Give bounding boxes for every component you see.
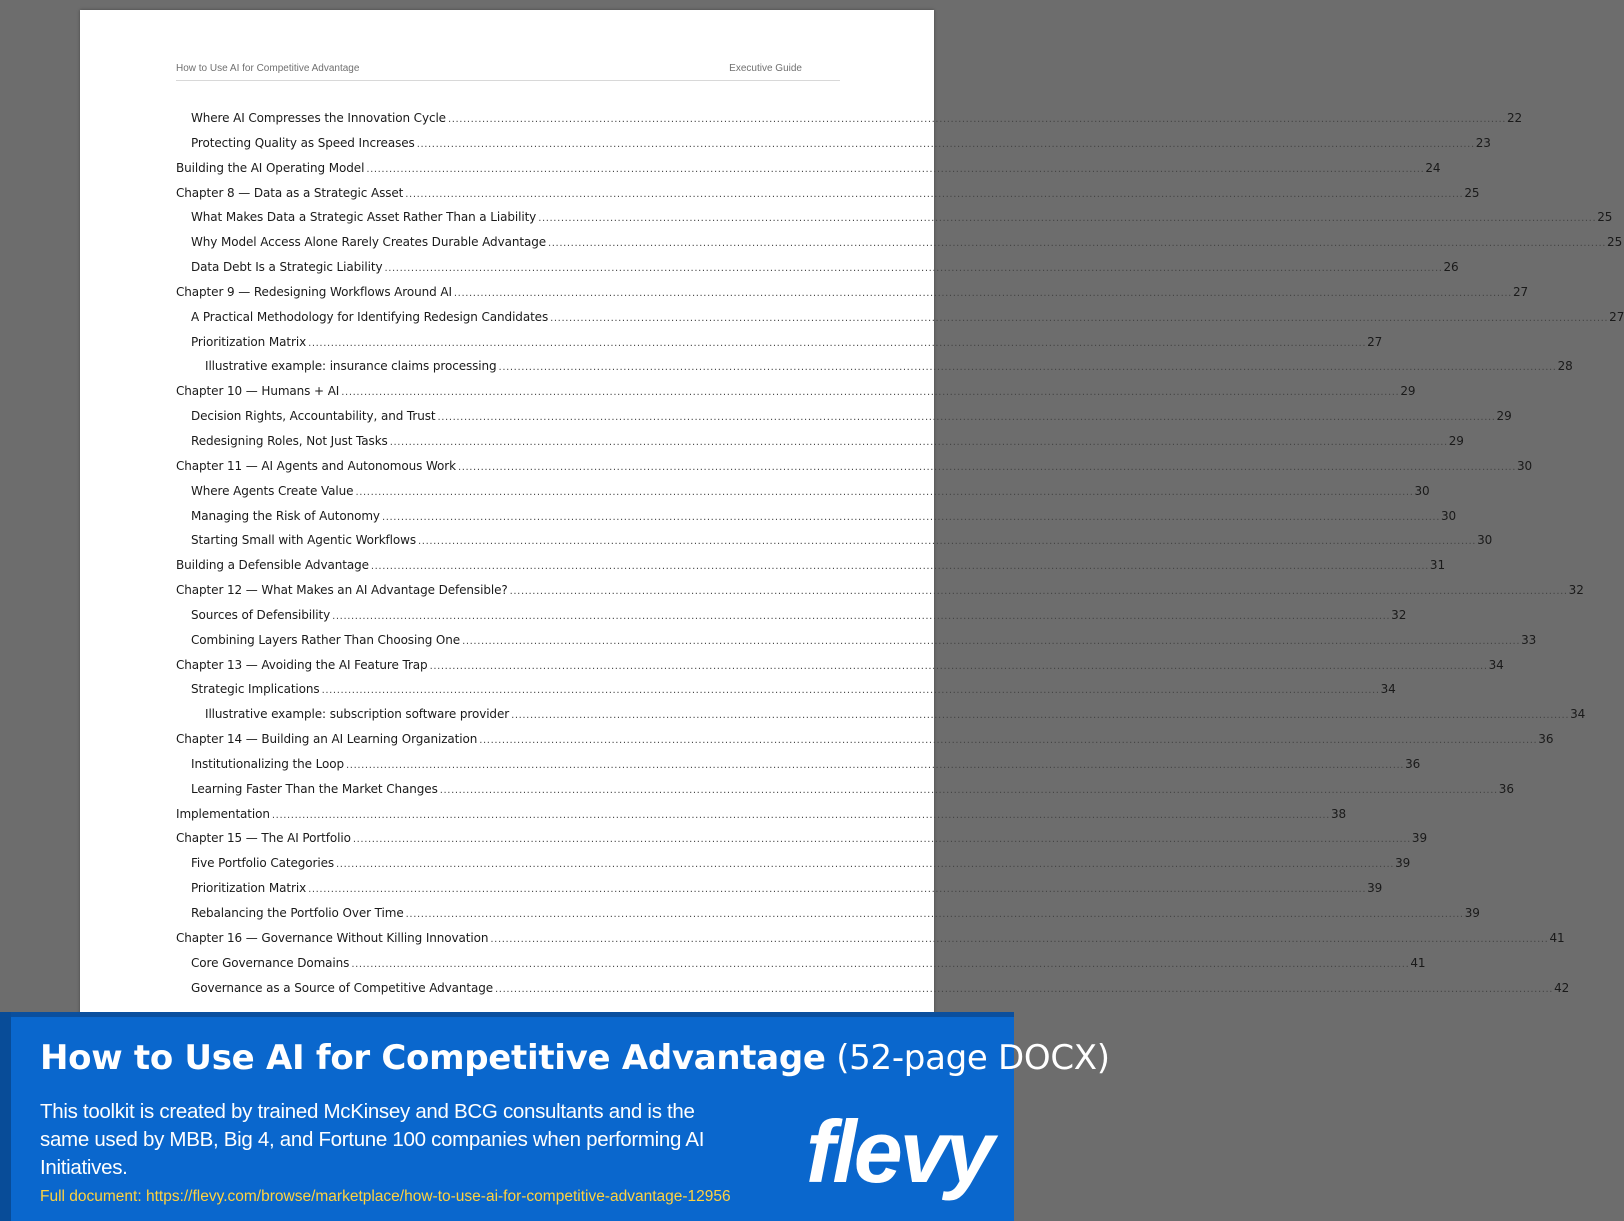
toc-dot-leader — [346, 760, 1404, 771]
toc-dot-leader — [448, 114, 1506, 125]
toc-entry[interactable] — [176, 831, 1427, 856]
toc-entry[interactable] — [176, 359, 1573, 384]
banner-title — [40, 1038, 1110, 1078]
toc-entry-title: Implementation — [176, 806, 270, 821]
toc-dot-leader — [390, 437, 1448, 448]
toc-dot-leader — [430, 661, 1488, 672]
toc-dot-leader — [272, 810, 1330, 821]
toc-entry-title: Chapter 14 — Building an AI Learning Organization — [176, 732, 478, 747]
toc-entry-title: Protecting Quality as Speed Increases — [191, 135, 415, 150]
toc-entry[interactable] — [176, 284, 1529, 310]
toc-entry-title: Chapter 8 — Data as a Strategic Asset — [176, 185, 404, 200]
toc-entry[interactable] — [176, 756, 1421, 782]
toc-entry-page-number: 29 — [1496, 409, 1512, 424]
toc-dot-leader — [438, 412, 1496, 423]
toc-entry-page-number: 27 — [1609, 309, 1624, 324]
toc-entry-title: Five Portfolio Categories — [191, 856, 335, 871]
toc-entry-title: Building the AI Operating Model — [176, 160, 365, 175]
toc-entry-page-number: 38 — [1330, 806, 1347, 821]
toc-entry[interactable] — [176, 210, 1613, 235]
toc-dot-leader — [417, 139, 1475, 150]
toc-entry-page-number: 30 — [1414, 483, 1430, 498]
toc-dot-leader — [538, 213, 1596, 224]
toc-entry-title: Where Agents Create Value — [191, 483, 354, 498]
toc-entry-title: Chapter 13 — Avoiding the AI Feature Trap — [176, 657, 428, 672]
toc-entry-page-number: 30 — [1440, 508, 1457, 523]
toc-entry-title: Chapter 9 — Redesigning Workflows Around AI — [176, 284, 452, 299]
banner-document-link[interactable]: Full document: https://flevy.com/browse/marketplace/how-to-use-ai-for-competitive-advantage-12956 — [40, 1188, 731, 1205]
toc-dot-leader — [550, 313, 1608, 324]
toc-dot-leader — [548, 238, 1606, 249]
banner-left-accent — [0, 1012, 11, 1221]
toc-entry[interactable] — [176, 930, 1565, 956]
toc-entry-page-number: 25 — [1607, 235, 1623, 250]
toc-entry-title: Chapter 10 — Humans + AI — [176, 384, 340, 399]
toc-entry-title: Prioritization Matrix — [191, 334, 307, 349]
toc-dot-leader — [440, 785, 1498, 796]
toc-entry-page-number: 39 — [1367, 881, 1383, 896]
toc-entry-page-number: 36 — [1498, 781, 1514, 796]
toc-dot-leader — [308, 884, 1366, 895]
toc-dot-leader — [351, 959, 1409, 970]
toc-entry[interactable] — [176, 235, 1623, 260]
toc-entry[interactable] — [176, 384, 1416, 409]
toc-entry-page-number: 29 — [1448, 433, 1464, 448]
toc-entry-page-number: 27 — [1367, 334, 1383, 349]
toc-entry-title: Sources of Defensibility — [191, 607, 331, 622]
toc-dot-leader — [495, 984, 1553, 995]
toc-entry[interactable] — [176, 856, 1411, 881]
toc-entry-title: Decision Rights, Accountability, and Trust — [191, 409, 436, 424]
toc-entry[interactable] — [176, 533, 1493, 558]
toc-entry-title: Why Model Access Alone Rarely Creates Durable Advantage — [191, 235, 546, 250]
banner-top-edge — [0, 1012, 1014, 1017]
toc-entry[interactable] — [176, 607, 1407, 633]
toc-entry[interactable] — [176, 632, 1537, 658]
banner-title-page-count: (52-page DOCX) — [836, 1038, 1110, 1078]
toc-entry-page-number: 39 — [1464, 906, 1480, 920]
toc-dot-leader — [458, 462, 1516, 473]
toc-dot-leader — [479, 735, 1537, 746]
toc-dot-leader — [355, 487, 1413, 498]
toc-entry-page-number: 41 — [1410, 955, 1426, 970]
toc-entry[interactable] — [176, 707, 1586, 732]
toc-dot-leader — [308, 338, 1366, 349]
toc-entry-page-number: 41 — [1549, 930, 1565, 945]
toc-entry-page-number: 31 — [1429, 558, 1445, 573]
toc-entry[interactable] — [176, 558, 1445, 583]
toc-entry-title: Rebalancing the Portfolio Over Time — [191, 906, 404, 920]
toc-entry-page-number: 36 — [1405, 756, 1421, 771]
toc-entry[interactable] — [176, 309, 1624, 335]
toc-dot-leader — [405, 189, 1463, 200]
toc-dot-leader — [454, 288, 1512, 299]
toc-entry-page-number: 23 — [1475, 135, 1491, 150]
toc-dot-leader — [366, 164, 1424, 175]
toc-entry[interactable] — [176, 160, 1441, 186]
toc-entry-page-number: 34 — [1570, 707, 1586, 722]
toc-entry[interactable] — [176, 508, 1457, 534]
toc-dot-leader — [490, 934, 1548, 945]
toc-entry-title: Building a Defensible Advantage — [176, 558, 369, 573]
toc-entry-title: Chapter 11 — AI Agents and Autonomous Work — [176, 458, 456, 473]
toc-entry[interactable] — [176, 583, 1584, 608]
toc-entry-title: Prioritization Matrix — [191, 881, 307, 896]
toc-entry-title: Governance as a Source of Competitive Advantage — [191, 980, 494, 995]
toc-entry[interactable] — [176, 732, 1554, 757]
toc-entry[interactable] — [176, 781, 1514, 807]
toc-entry-title: Combining Layers Rather Than Choosing One — [191, 632, 461, 647]
toc-entry-page-number: 32 — [1568, 583, 1584, 598]
toc-entry-title: Redesigning Roles, Not Just Tasks — [191, 433, 388, 448]
toc-entry[interactable] — [176, 409, 1512, 434]
toc-entry-page-number: 34 — [1488, 657, 1504, 672]
toc-entry[interactable] — [176, 881, 1383, 906]
toc-entry[interactable] — [176, 906, 1480, 931]
toc-entry-title: Core Governance Domains — [191, 955, 350, 970]
toc-dot-leader — [353, 834, 1411, 845]
toc-entry[interactable] — [176, 483, 1430, 509]
toc-entry-title: Institutionalizing the Loop — [191, 756, 345, 771]
toc-entry[interactable] — [176, 135, 1491, 161]
toc-dot-leader — [406, 909, 1464, 920]
toc-dot-leader — [332, 611, 1390, 622]
toc-entry-title: Illustrative example: insurance claims processing — [205, 359, 497, 374]
toc-entry[interactable] — [176, 260, 1459, 285]
document-page — [80, 10, 1624, 1020]
toc-entry-page-number: 39 — [1411, 831, 1427, 846]
toc-dot-leader — [418, 536, 1476, 547]
toc-entry[interactable] — [176, 334, 1383, 360]
toc-entry[interactable] — [176, 433, 1464, 459]
toc-entry-page-number: 34 — [1380, 682, 1396, 697]
toc-entry-page-number: 30 — [1477, 533, 1493, 548]
toc-entry[interactable] — [176, 682, 1396, 707]
toc-entry-title: Chapter 12 — What Makes an AI Advantage Defensible? — [176, 583, 508, 598]
toc-dot-leader — [336, 859, 1394, 870]
toc-entry-page-number: 33 — [1521, 632, 1537, 647]
toc-dot-leader — [462, 636, 1520, 647]
flevy-logo[interactable]: flevy — [806, 1102, 992, 1201]
toc-entry-title: Chapter 16 — Governance Without Killing Innovation — [176, 930, 489, 945]
toc-entry-title: Where AI Compresses the Innovation Cycle — [191, 111, 446, 125]
toc-entry[interactable] — [176, 806, 1347, 832]
toc-dot-leader — [510, 586, 1568, 597]
page-header — [176, 62, 840, 81]
toc-dot-leader — [322, 685, 1380, 696]
toc-entry-title: Managing the Risk of Autonomy — [191, 508, 380, 523]
toc-entry-title: What Makes Data a Strategic Asset Rather Than a Liability — [191, 210, 537, 225]
toc-dot-leader — [382, 512, 1440, 523]
banner-description: This toolkit is created by trained McKinsey and BCG consultants and is the same used by MBB, Big 4, and Fortune 100 companies when performing AI Initiatives. — [40, 1100, 705, 1179]
banner-title-bold: How to Use AI for Competitive Advantage — [40, 1038, 826, 1078]
toc-entry-page-number: 36 — [1538, 732, 1554, 747]
toc-entry-page-number: 25 — [1464, 185, 1480, 200]
toc-entry-page-number: 39 — [1395, 856, 1411, 871]
toc-entry-page-number: 30 — [1516, 458, 1533, 473]
toc-entry-title: Illustrative example: subscription software provider — [205, 707, 510, 722]
toc-entry-page-number: 42 — [1554, 980, 1570, 995]
toc-dot-leader — [499, 362, 1557, 373]
toc-entry[interactable] — [176, 111, 1523, 136]
toc-entry-page-number: 29 — [1400, 384, 1416, 399]
toc-entry-title: Strategic Implications — [191, 682, 320, 697]
header-guide-label: Executive Guide — [729, 63, 802, 74]
toc-entry-title: Starting Small with Agentic Workflows — [191, 533, 417, 548]
promo-banner — [0, 1012, 1110, 1221]
toc-entry-page-number: 26 — [1443, 260, 1459, 275]
toc-entry[interactable] — [176, 657, 1504, 683]
toc-dot-leader — [384, 263, 1442, 274]
toc-entry-title: A Practical Methodology for Identifying Redesign Candidates — [191, 309, 549, 324]
toc-entry-page-number: 32 — [1391, 607, 1407, 622]
toc-dot-leader — [341, 387, 1399, 398]
toc-entry-title: Chapter 15 — The AI Portfolio — [176, 831, 351, 846]
toc-entry-title: Learning Faster Than the Market Changes — [191, 781, 438, 796]
toc-entry-page-number: 24 — [1425, 160, 1441, 175]
header-document-title: How to Use AI for Competitive Advantage — [176, 63, 360, 74]
toc-entry-page-number: 27 — [1512, 284, 1529, 299]
toc-entry[interactable] — [176, 980, 1570, 1006]
toc-entry-page-number: 25 — [1597, 210, 1613, 225]
toc-entry[interactable] — [176, 185, 1480, 211]
toc-dot-leader — [371, 561, 1429, 572]
toc-entry-title: Data Debt Is a Strategic Liability — [191, 260, 383, 275]
toc-dot-leader — [511, 710, 1569, 721]
toc-entry-page-number: 22 — [1507, 111, 1523, 125]
table-of-contents — [176, 111, 1624, 1005]
toc-entry[interactable] — [176, 955, 1426, 981]
toc-entry-page-number: 28 — [1557, 359, 1573, 374]
toc-entry[interactable] — [176, 458, 1533, 484]
